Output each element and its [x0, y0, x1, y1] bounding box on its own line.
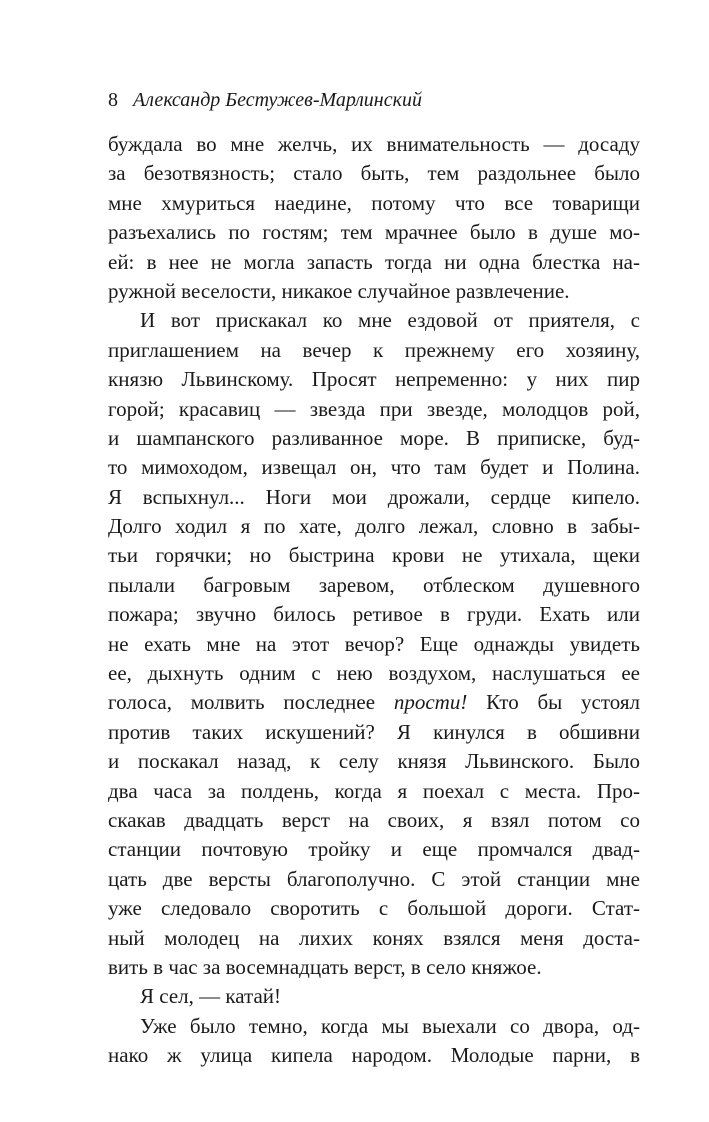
text-line: Я вспыхнул... Ноги мои дрожали, сердце кипело.	[108, 484, 640, 509]
text-line: ее, дыхнуть одним с нею воздухом, наслушаться ее	[108, 661, 640, 686]
text-line: нако ж улица кипела народом. Молодые парни, в	[108, 1043, 640, 1068]
italic-word: прости!	[393, 690, 468, 715]
text-line: ей: в нее не могла запасть тогда ни одна блестка на-	[108, 249, 640, 274]
text-line: Уже было темно, когда мы выехали со двора, од-	[140, 1013, 640, 1038]
text-line: приглашением на вечер к прежнему его хозяину,	[108, 337, 640, 362]
text-line: И вот прискакал ко мне ездовой от приятеля, с	[140, 308, 640, 333]
page-number: 8	[108, 89, 118, 111]
text-segment: Кто бы устоял	[467, 690, 640, 715]
running-head	[108, 86, 422, 114]
text-line: буждала во мне желчь, их внимательность — досаду	[108, 132, 640, 156]
text-line: и шампанского разливанное море. В приписке, буд-	[108, 425, 640, 450]
text-line: вить в час за восемнадцать верст, в село княжое.	[108, 954, 542, 979]
text-line: тьи горячки; но быстрина крови не утихала, щеки	[108, 543, 640, 568]
text-line: цать две версты благополучно. С этой станции мне	[108, 866, 640, 891]
text-line: Долго ходил я по хате, долго лежал, словно в забы-	[108, 514, 640, 539]
text-line-with-italic	[108, 688, 640, 717]
text-line: князю Львинскому. Просят непременно: у них пир	[108, 367, 640, 392]
text-segment: голоса, молвить последнее	[108, 690, 394, 715]
running-head-author: Александр Бестужев-Марлинский	[133, 89, 422, 111]
text-line: за безотвязность; стало быть, тем раздольнее было	[108, 161, 640, 186]
text-line: и поскакал назад, к селу князя Львинского. Было	[108, 749, 640, 774]
text-line: два часа за полдень, когда я поехал с места. Про-	[108, 778, 640, 803]
text-line: ный молодец на лихих конях взялся меня доста-	[108, 925, 640, 950]
text-line: разъехались по гостям; тем мрачнее было в душе мо-	[108, 220, 640, 245]
text-line: мне хмуриться наедине, потому что все товарищи	[108, 190, 640, 215]
text-line: скакав двадцать верст на своих, я взял потом со	[108, 807, 640, 832]
text-line: горой; красавиц — звезда при звезде, молодцов рой,	[108, 396, 640, 421]
text-line: станции почтовую тройку и еще промчался двад-	[108, 837, 640, 862]
text-line: пылали багровым заревом, отблеском душевного	[108, 572, 640, 597]
body-text	[108, 130, 640, 1071]
text-line: то мимоходом, извещал он, что там будет и Полина.	[108, 455, 640, 480]
text-line: уже следовало своротить с большой дороги. Стат-	[108, 896, 640, 921]
text-line: ружной веселости, никакое случайное развлечение.	[108, 278, 570, 303]
text-line: Я сел, — катай!	[140, 984, 282, 1009]
text-line: пожара; звучно билось ретивое в груди. Ехать или	[108, 602, 640, 627]
text-line: не ехать мне на этот вечор? Еще однажды увидеть	[108, 631, 640, 656]
text-line: против таких искушений? Я кинулся в обшивни	[108, 719, 640, 744]
